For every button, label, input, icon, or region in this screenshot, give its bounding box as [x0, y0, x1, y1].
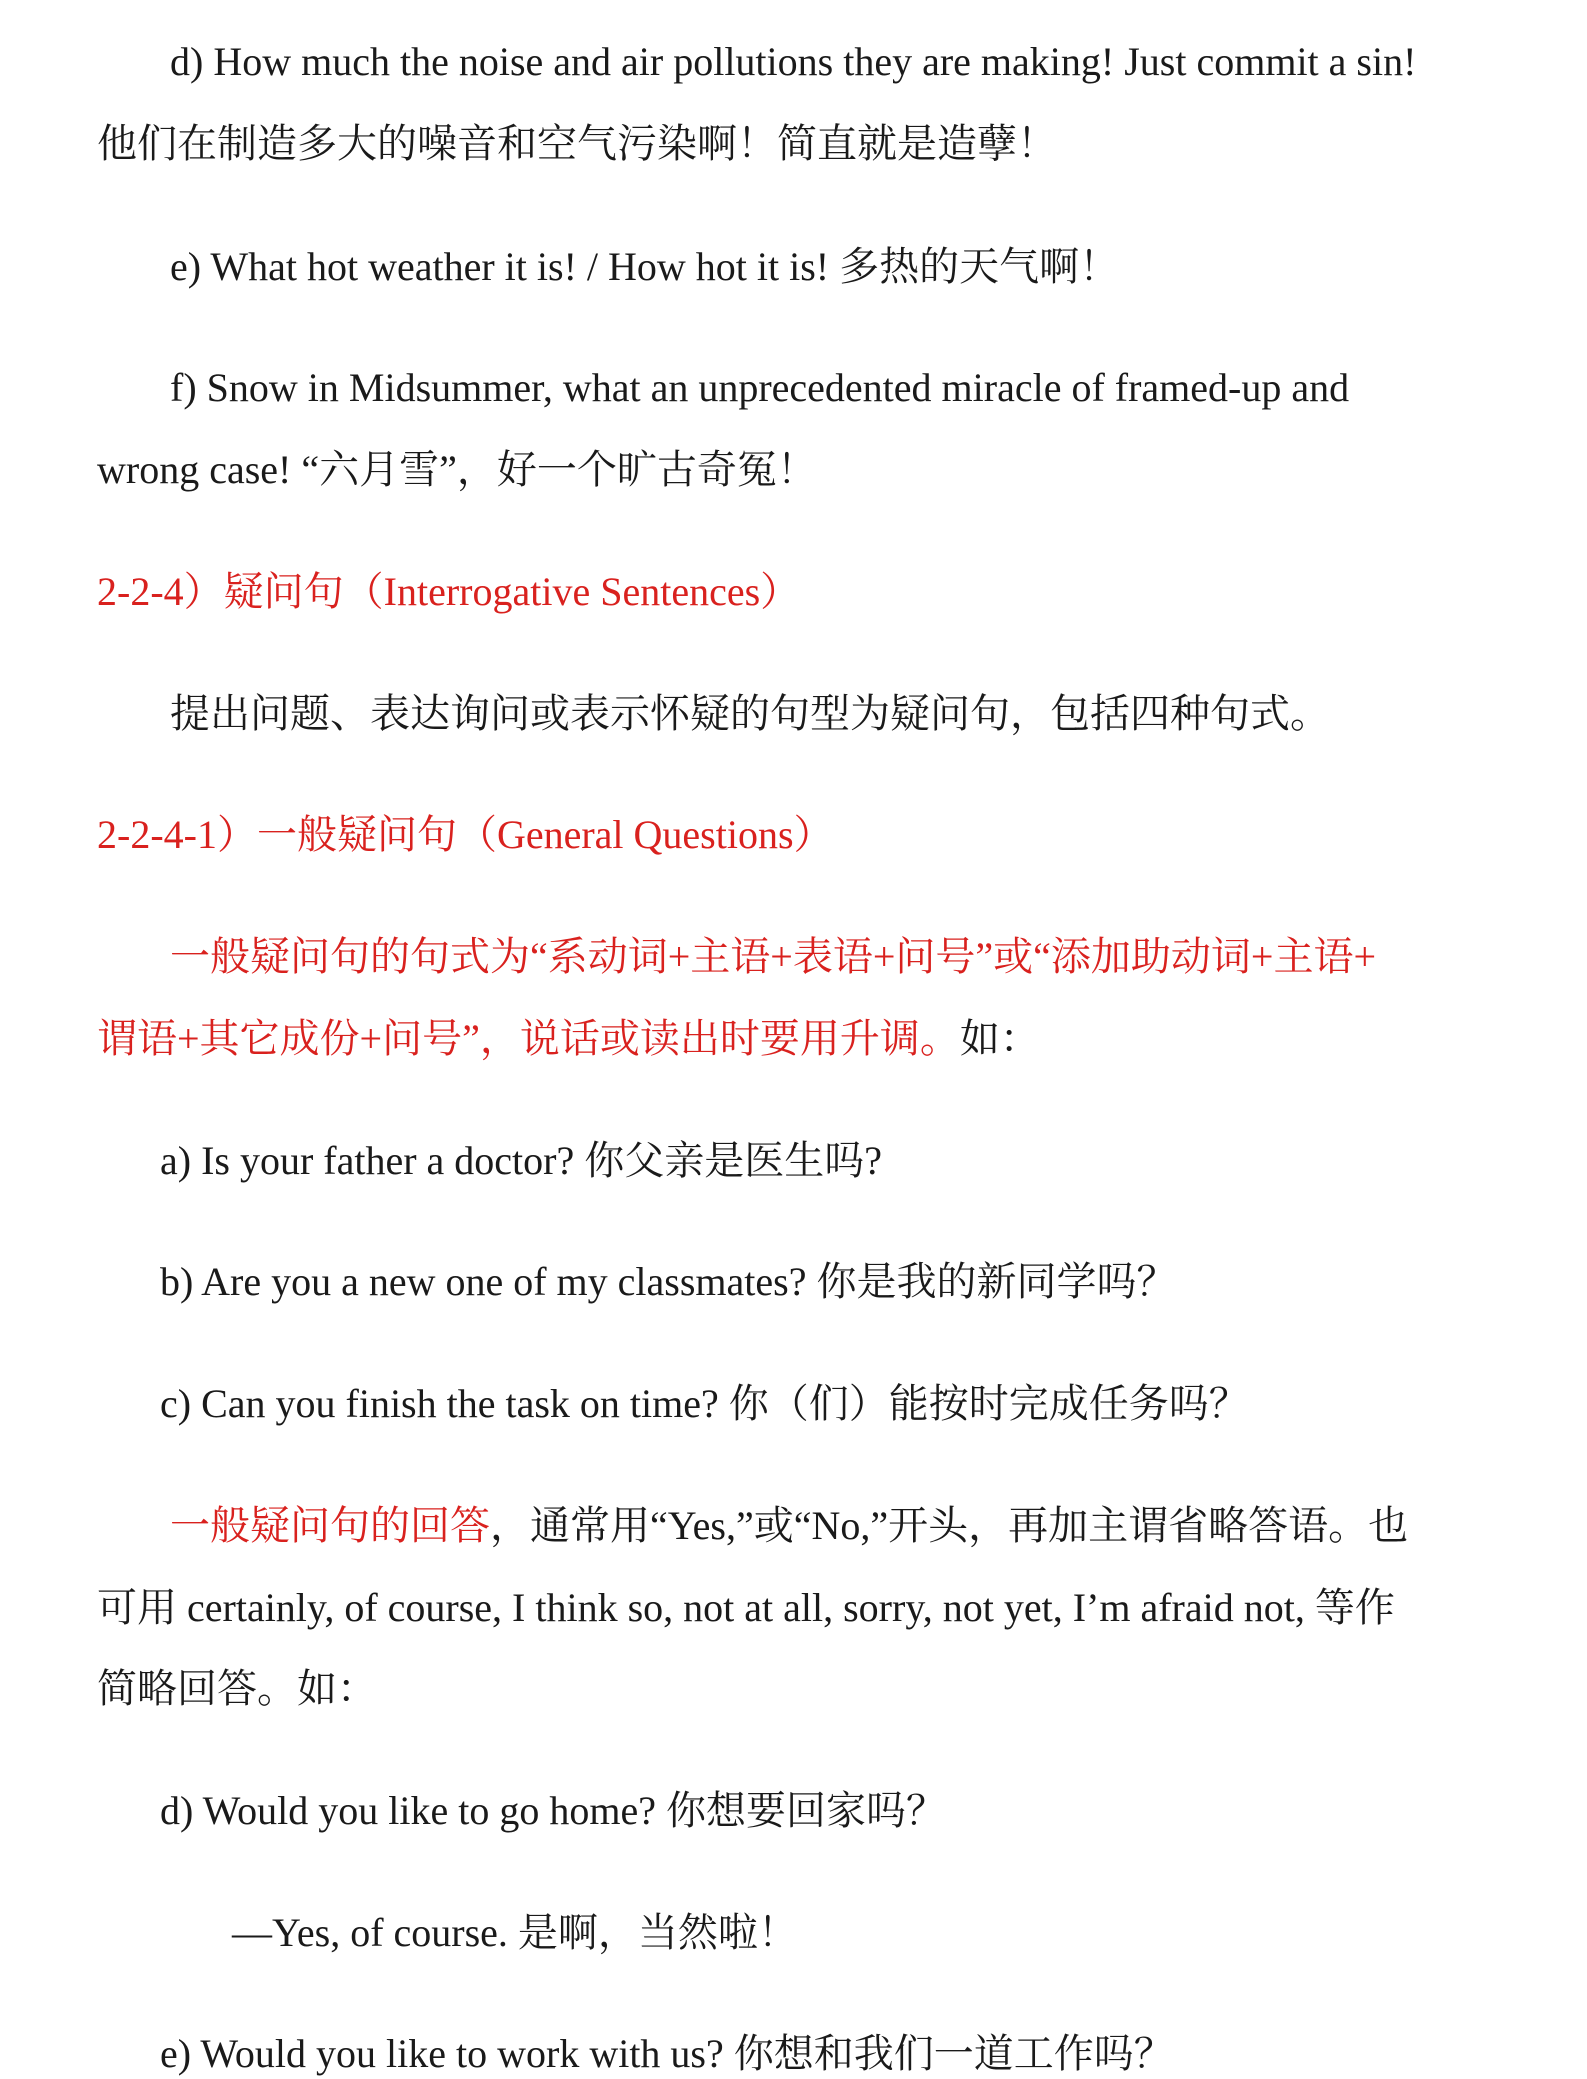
general-question-rule-line1: 一般疑问句的句式为“系动词+主语+表语+问号”或“添加助动词+主语+ — [170, 934, 1377, 979]
section-heading-interrogative: 2-2-4）疑问句（Interrogative Sentences） — [97, 569, 801, 614]
example-f-continuation: wrong case! “六月雪”，好一个旷古奇冤！ — [97, 447, 817, 492]
example-a-question: a) Is your father a doctor? 你父亲是医生吗? — [160, 1138, 882, 1183]
general-question-rule-line2 — [97, 1016, 1040, 1061]
example-b-question: b) Are you a new one of my classmates? 你是我的新同学吗？ — [160, 1259, 1177, 1304]
example-d-answer: —Yes, of course. 是啊，当然啦！ — [232, 1910, 798, 1955]
example-e-exclamation: e) What hot weather it is! / How hot it is! 多热的天气啊！ — [170, 244, 1120, 289]
rule-line2-red-text: 谓语+其它成份+问号”，说话或读出时要用升调。 — [97, 1016, 960, 1061]
example-d-exclamation: d) How much the noise and air pollutions they are making! Just commit a sin! — [170, 39, 1417, 84]
example-d-question: d) Would you like to go home? 你想要回家吗？ — [160, 1788, 946, 1833]
answer-rule-line1 — [170, 1503, 1409, 1548]
answer-rule-line3: 简略回答。如： — [97, 1666, 377, 1711]
answer-rule-red-text: 一般疑问句的回答 — [170, 1503, 490, 1548]
answer-rule-line2: 可用 certainly, of course, I think so, not at all, sorry, not yet, I’m afraid not, 等作 — [97, 1585, 1395, 1630]
subsection-heading-general-questions: 2-2-4-1）一般疑问句（General Questions） — [97, 812, 834, 857]
answer-rule-black-text: ，通常用“Yes,”或“No,”开头，再加主谓省略答语。也 — [490, 1503, 1409, 1548]
example-e-question: e) Would you like to work with us? 你想和我们一道工作吗？ — [160, 2031, 1174, 2076]
example-c-question: c) Can you finish the task on time? 你（们）能按时完成任务吗？ — [160, 1381, 1249, 1426]
example-d-translation: 他们在制造多大的噪音和空气污染啊！简直就是造孽！ — [97, 121, 1057, 166]
interrogative-intro: 提出问题、表达询问或表示怀疑的句型为疑问句，包括四种句式。 — [170, 691, 1330, 736]
example-f-exclamation: f) Snow in Midsummer, what an unprecedented miracle of framed-up and — [170, 365, 1350, 410]
rule-line2-black-text: 如： — [959, 1016, 1040, 1061]
